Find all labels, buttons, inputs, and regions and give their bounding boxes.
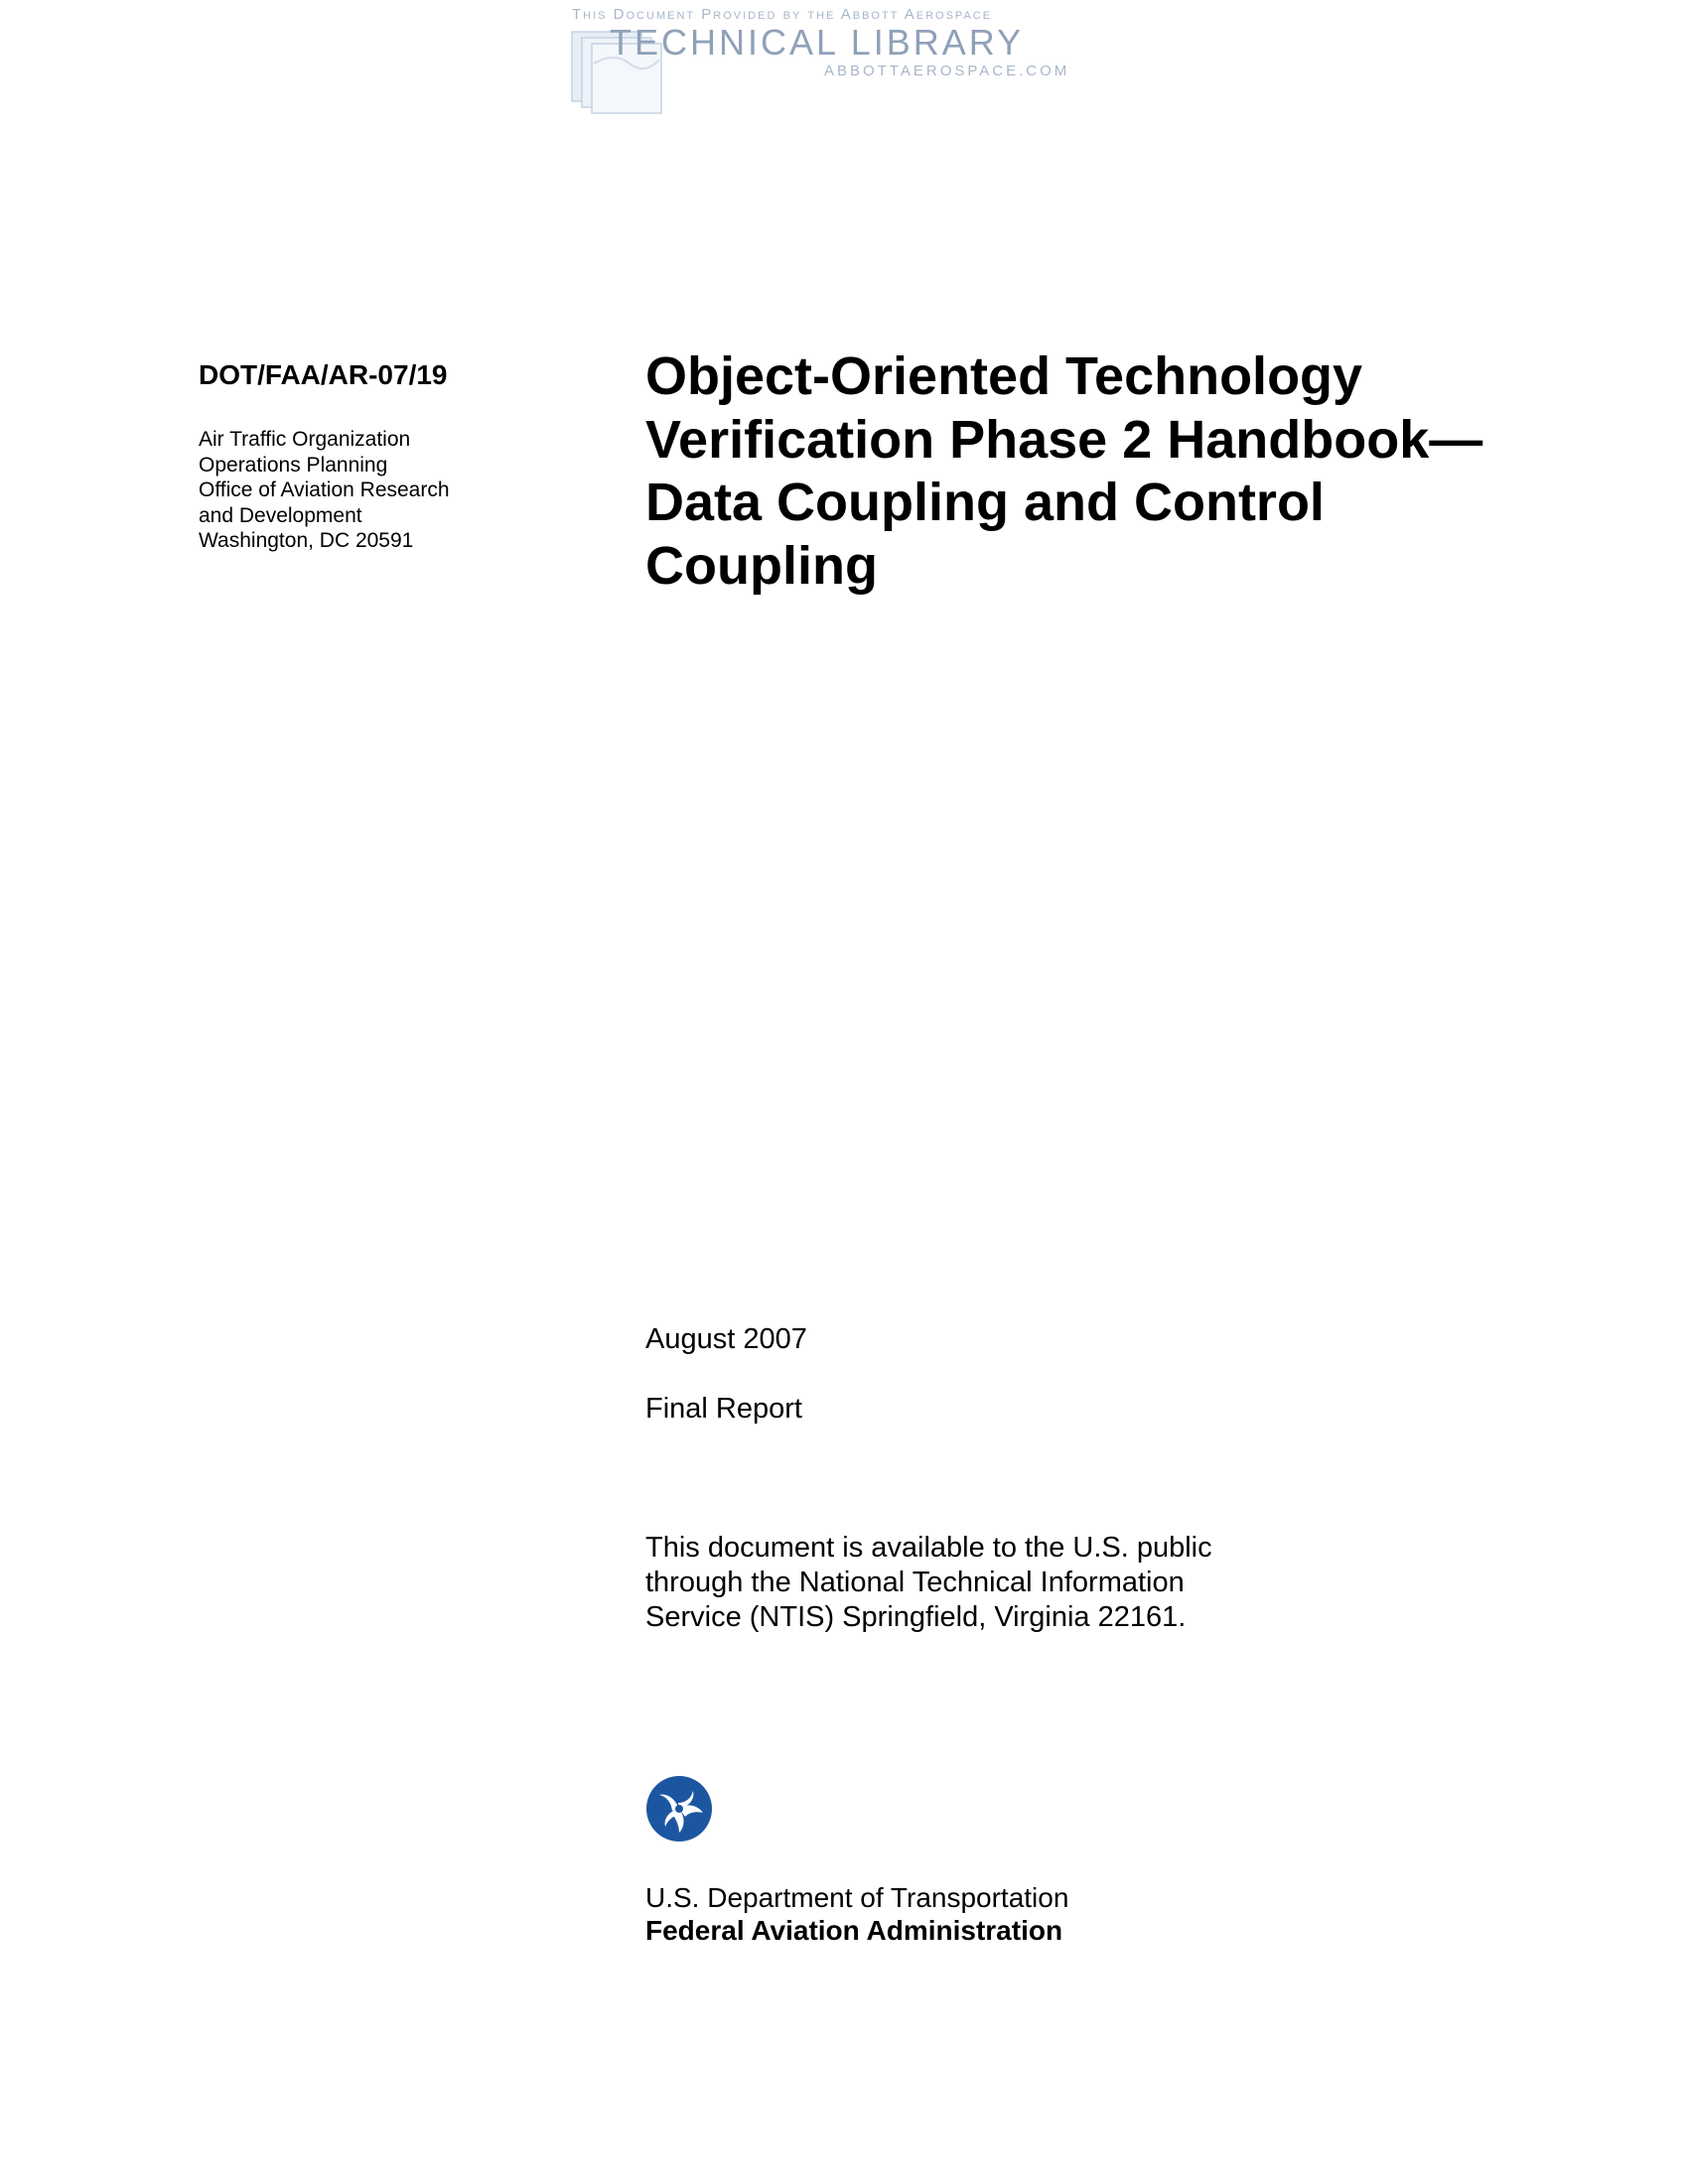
watermark-website: ABBOTTAEROSPACE.COM — [824, 63, 1070, 79]
department-block — [645, 1881, 1068, 1947]
title-line: Verification Phase 2 Handbook— — [645, 409, 1483, 470]
organization-line: and Development — [199, 503, 362, 527]
abbott-aerospace-watermark — [570, 4, 1086, 115]
agency-name: Federal Aviation Administration — [645, 1915, 1063, 1946]
availability-statement — [645, 1531, 1212, 1635]
organization-line: Operations Planning — [199, 453, 388, 477]
document-title — [645, 345, 1539, 598]
organization-address — [199, 427, 450, 554]
title-line: Object-Oriented Technology — [645, 346, 1363, 406]
dot-triskelion-icon — [645, 1775, 713, 1843]
watermark-provided-by: This Document Provided by the Abbott Aerospace — [572, 6, 993, 23]
report-number: DOT/FAA/AR-07/19 — [199, 359, 448, 390]
organization-line: Air Traffic Organization — [199, 428, 411, 451]
availability-line: through the National Technical Information — [645, 1567, 1185, 1598]
organization-line: Washington, DC 20591 — [199, 529, 414, 552]
publication-date: August 2007 — [645, 1323, 807, 1355]
report-type: Final Report — [645, 1393, 802, 1425]
organization-line: Office of Aviation Research — [199, 478, 450, 501]
availability-line: Service (NTIS) Springfield, Virginia 22161. — [645, 1601, 1187, 1633]
availability-line: This document is available to the U.S. public — [645, 1532, 1212, 1564]
watermark-technical-library: TECHNICAL LIBRARY — [610, 22, 1025, 63]
title-line: Data Coupling and Control — [645, 473, 1325, 532]
department-name: U.S. Department of Transportation — [645, 1882, 1069, 1913]
title-line: Coupling — [645, 535, 878, 596]
